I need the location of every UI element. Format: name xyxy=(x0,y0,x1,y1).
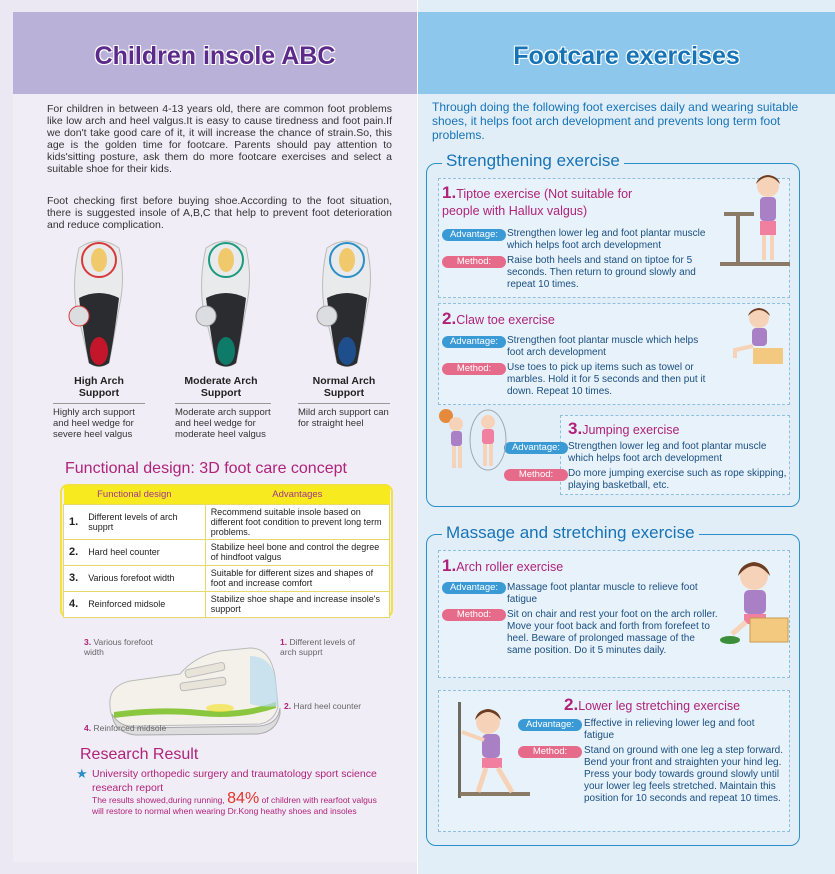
row-num: 3. xyxy=(64,565,84,591)
exercise-method: Do more jumping exercise such as rope skipping, playing basketball, etc. xyxy=(568,468,787,491)
insole-high-desc: Highly arch support and heel wedge for severe heel valgus xyxy=(53,403,145,440)
method-tag: Method: xyxy=(504,469,568,481)
research-title: Research Result xyxy=(80,746,199,763)
exercise-advantage: Effective in relieving lower leg and foot fatigue xyxy=(584,718,755,741)
exercise-title: 1.Arch roller exercise xyxy=(442,556,564,575)
shoe-label-3: 3. Various forefoot width xyxy=(84,637,153,657)
exercise-title: 1.Tiptoe exercise (Not suitable for people with Hallux valgus) xyxy=(442,183,633,218)
row-advantage: Recommend suitable insole based on different foot condition to prevent long term problems. xyxy=(205,504,389,539)
insole-normal-title: Normal Arch Support xyxy=(312,375,376,399)
right-header xyxy=(418,12,835,94)
insole-moderate-arch-image xyxy=(191,238,261,368)
shoe-label-2: 2. Hard heel counter xyxy=(284,701,362,711)
advantage-tag: Advantage: xyxy=(518,719,582,731)
research-percent: 84% xyxy=(227,790,260,807)
row-design: Different levels of arch supprt xyxy=(83,504,205,539)
exercise-method: Stand on ground with one leg a step forward. Bend your front and straighten your hind leg. Press your body towards ground slowly until your lower leg feels stretched. Maintain this position for 10 seconds and repeat 10 times. xyxy=(584,745,784,804)
row-num: 1. xyxy=(64,504,84,539)
insole-normal-desc: Mild arch support can for straight heel xyxy=(298,403,390,429)
row-num: 2. xyxy=(64,539,84,565)
row-advantage: Suitable for different sizes and shapes of foot and increase comfort xyxy=(205,565,389,591)
jumping-children-illustration xyxy=(436,408,514,473)
star-icon: ★ xyxy=(76,766,88,781)
left-title: Children insole ABC xyxy=(94,42,336,70)
exercise-title: 2.Lower leg stretching exercise xyxy=(564,695,741,714)
functional-table xyxy=(63,486,390,618)
table-row xyxy=(64,565,390,591)
row-advantage: Stabilize heel bone and control the degree of hindfoot valgus xyxy=(205,539,389,565)
row-design: Reinforced midsole xyxy=(83,591,205,617)
right-intro: Through doing the following foot exercises daily and wearing suitable shoes, it helps foot arch development and prevents long term foot problems. xyxy=(432,100,799,142)
claw-toe-child-illustration xyxy=(723,304,788,370)
arch-roller-child-illustration xyxy=(718,556,790,652)
left-panel xyxy=(0,0,417,874)
table-row xyxy=(64,504,390,539)
stretching-child-illustration xyxy=(448,700,530,800)
left-intro2: Foot checking first before buying shoe.According to the foot situation, there is suggested insole of A,B,C that help to prevent foot deterioration and reduce complication. xyxy=(47,195,392,231)
advantage-tag: Advantage: xyxy=(442,336,506,348)
table-header-design: Functional design xyxy=(64,486,206,504)
research-detail: The results showed,during running, 84% of children with rearfoot valgus will restore to normal when wearing Dr.Kong heathy shoes and insoles xyxy=(92,790,377,816)
insole-high-title: High Arch Support xyxy=(74,375,124,399)
advantage-tag: Advantage: xyxy=(504,442,568,454)
exercise-advantage: Strengthen lower leg and foot plantar muscle which helps foot arch development xyxy=(568,441,767,464)
strengthening-title: Strengthening exercise xyxy=(442,151,624,171)
row-advantage: Stabilize shoe shape and increase insole's support xyxy=(205,591,389,617)
left-header xyxy=(13,12,417,94)
method-tag: Method: xyxy=(442,609,506,621)
method-tag: Method: xyxy=(442,363,506,375)
exercise-method: Sit on chair and rest your foot on the arch roller. Move your foot back and forth from forefeet to heel. Beware of prolonged massage of the same position. Do it 5 minutes daily. xyxy=(507,609,718,656)
shoe-label-4: 4. Reinforced midsole xyxy=(84,723,167,733)
row-design: Various forefoot width xyxy=(83,565,205,591)
left-intro: For children in between 4-13 years old, there are common foot problems like low arch and heel valgus.It is easy to cause tiredness and foot pain.If we don't take good care of it, it will increase the chance of strain.So, this age is the golden time for footcare. Parents should pay attention to kids'sitting posture, ask them do more footcare exercises and select a suitable shoe for their kids. xyxy=(47,103,392,175)
insole-moderate-desc: Moderate arch support and heel wedge for moderate heel valgus xyxy=(175,403,271,440)
method-tag: Method: xyxy=(518,746,582,758)
exercise-title: 3.Jumping exercise xyxy=(568,419,680,438)
exercise-method: Raise both heels and stand on tiptoe for 5 seconds. Then return to ground slowly and repeat 10 times. xyxy=(507,255,696,290)
row-design: Hard heel counter xyxy=(83,539,205,565)
exercise-advantage: Massage foot plantar muscle to relieve foot fatigue xyxy=(507,582,698,605)
shoe-label-1: 1. Different levels of arch supprt xyxy=(280,637,355,657)
functional-design-title: Functional design: 3D foot care concept xyxy=(65,460,347,477)
table-header-advantages: Advantages xyxy=(205,486,389,504)
advantage-tag: Advantage: xyxy=(442,229,506,241)
insole-moderate-title: Moderate Arch Support xyxy=(184,375,258,399)
row-num: 4. xyxy=(64,591,84,617)
tiptoe-child-illustration xyxy=(720,170,790,270)
right-panel xyxy=(418,0,835,874)
exercise-advantage: Strengthen foot plantar muscle which helps foot arch development xyxy=(507,335,699,358)
insole-high-arch-image xyxy=(64,238,134,368)
table-row xyxy=(64,539,390,565)
advantage-tag: Advantage: xyxy=(442,582,506,594)
research-line: University orthopedic surgery and traumatology sport science research report xyxy=(92,768,377,794)
insole-normal-arch-image xyxy=(312,238,382,368)
exercise-title: 2.Claw toe exercise xyxy=(442,309,555,328)
right-title: Footcare exercises xyxy=(513,42,740,70)
exercise-advantage: Strengthen lower leg and foot plantar muscle which helps foot arch development xyxy=(507,228,706,251)
exercise-method: Use toes to pick up items such as towel or marbles. Hold it for 5 seconds and then put it down. Repeat 10 times. xyxy=(507,362,706,397)
table-row xyxy=(64,591,390,617)
massage-title: Massage and stretching exercise xyxy=(442,523,699,543)
method-tag: Method: xyxy=(442,256,506,268)
